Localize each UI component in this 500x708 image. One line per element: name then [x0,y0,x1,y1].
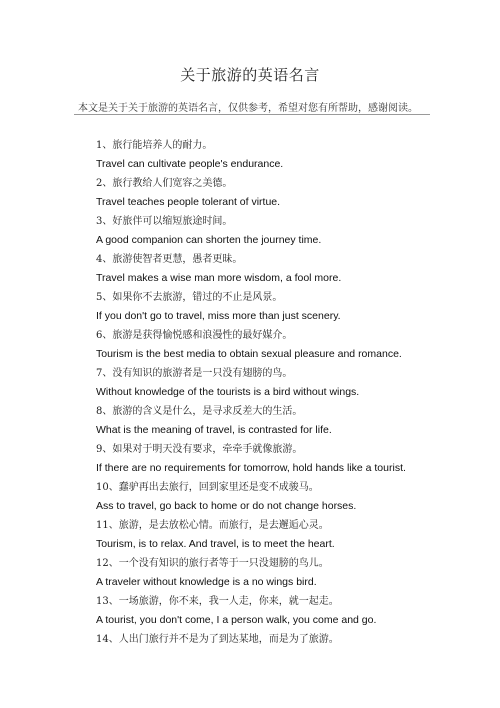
quote-english: Travel can cultivate people's endurance. [96,158,284,170]
quote-item [96,440,426,478]
quote-english: Tourism is the best media to obtain sexual pleasure and romance. [96,348,402,360]
quote-english: Travel makes a wise man more wisdom, a fool more. [96,272,342,284]
quote-chinese: 14、人出门旅行并不是为了到达某地，而是为了旅游。 [96,634,339,645]
quote-item [96,630,426,649]
quote-chinese: 6、旅游是获得愉悦感和浪漫性的最好媒介。 [96,330,293,341]
quote-item [96,402,426,440]
quote-item [96,212,426,250]
quote-english: A traveler without knowledge is a no wings bird. [96,576,317,588]
quote-item [96,516,426,554]
quote-item [96,250,426,288]
quote-english: What is the meaning of travel, is contrasted for life. [96,424,332,436]
quote-english: If there are no requirements for tomorrow, hold hands like a tourist. [96,462,406,474]
quote-english: If you don't go to travel, miss more than just scenery. [96,310,341,322]
quote-item [96,136,426,174]
quote-english: Without knowledge of the tourists is a bird without wings. [96,386,360,398]
quote-list [96,136,426,649]
quote-chinese: 3、好旅伴可以缩短旅途时间。 [96,216,233,227]
header-divider [74,114,430,115]
quote-item [96,326,426,364]
quote-chinese: 10、蠢驴再出去旅行，回到家里还是变不成骏马。 [96,482,319,493]
quote-item [96,288,426,326]
document-intro: 本文是关于关于旅游的英语名言，仅供参考，希望对您有所帮助，感谢阅读。 [78,103,418,114]
quote-chinese: 9、如果对于明天没有要求，牵牵手就像旅游。 [96,444,303,455]
quote-item [96,174,426,212]
quote-english: Tourism, is to relax. And travel, is to meet the heart. [96,538,335,550]
quote-chinese: 12、一个没有知识的旅行者等于一只没翅膀的鸟儿。 [96,558,329,569]
quote-chinese: 13、一场旅游，你不来，我一人走，你来，就一起走。 [96,596,339,607]
quote-chinese: 4、旅游使智者更慧，愚者更昧。 [96,254,243,265]
quote-item [96,478,426,516]
quote-item [96,554,426,592]
quote-english: A good companion can shorten the journey time. [96,234,322,246]
quote-chinese: 1、旅行能培养人的耐力。 [96,140,213,151]
quote-chinese: 11、旅游，是去放松心情。而旅行，是去邂逅心灵。 [96,520,329,531]
quote-chinese: 5、如果你不去旅游，错过的不止是风景。 [96,292,283,303]
quote-chinese: 7、没有知识的旅游者是一只没有翅膀的鸟。 [96,368,293,379]
quote-english: A tourist, you don't come, I a person walk, you come and go. [96,614,377,626]
quote-item [96,592,426,630]
quote-english: Ass to travel, go back to home or do not change horses. [96,500,357,512]
quote-english: Travel teaches people tolerant of virtue. [96,196,281,208]
quote-chinese: 2、旅行教给人们宽容之美德。 [96,178,233,189]
quote-item [96,364,426,402]
document-title: 关于旅游的英语名言 [180,66,320,84]
quote-chinese: 8、旅游的含义是什么，是寻求反差大的生活。 [96,406,303,417]
